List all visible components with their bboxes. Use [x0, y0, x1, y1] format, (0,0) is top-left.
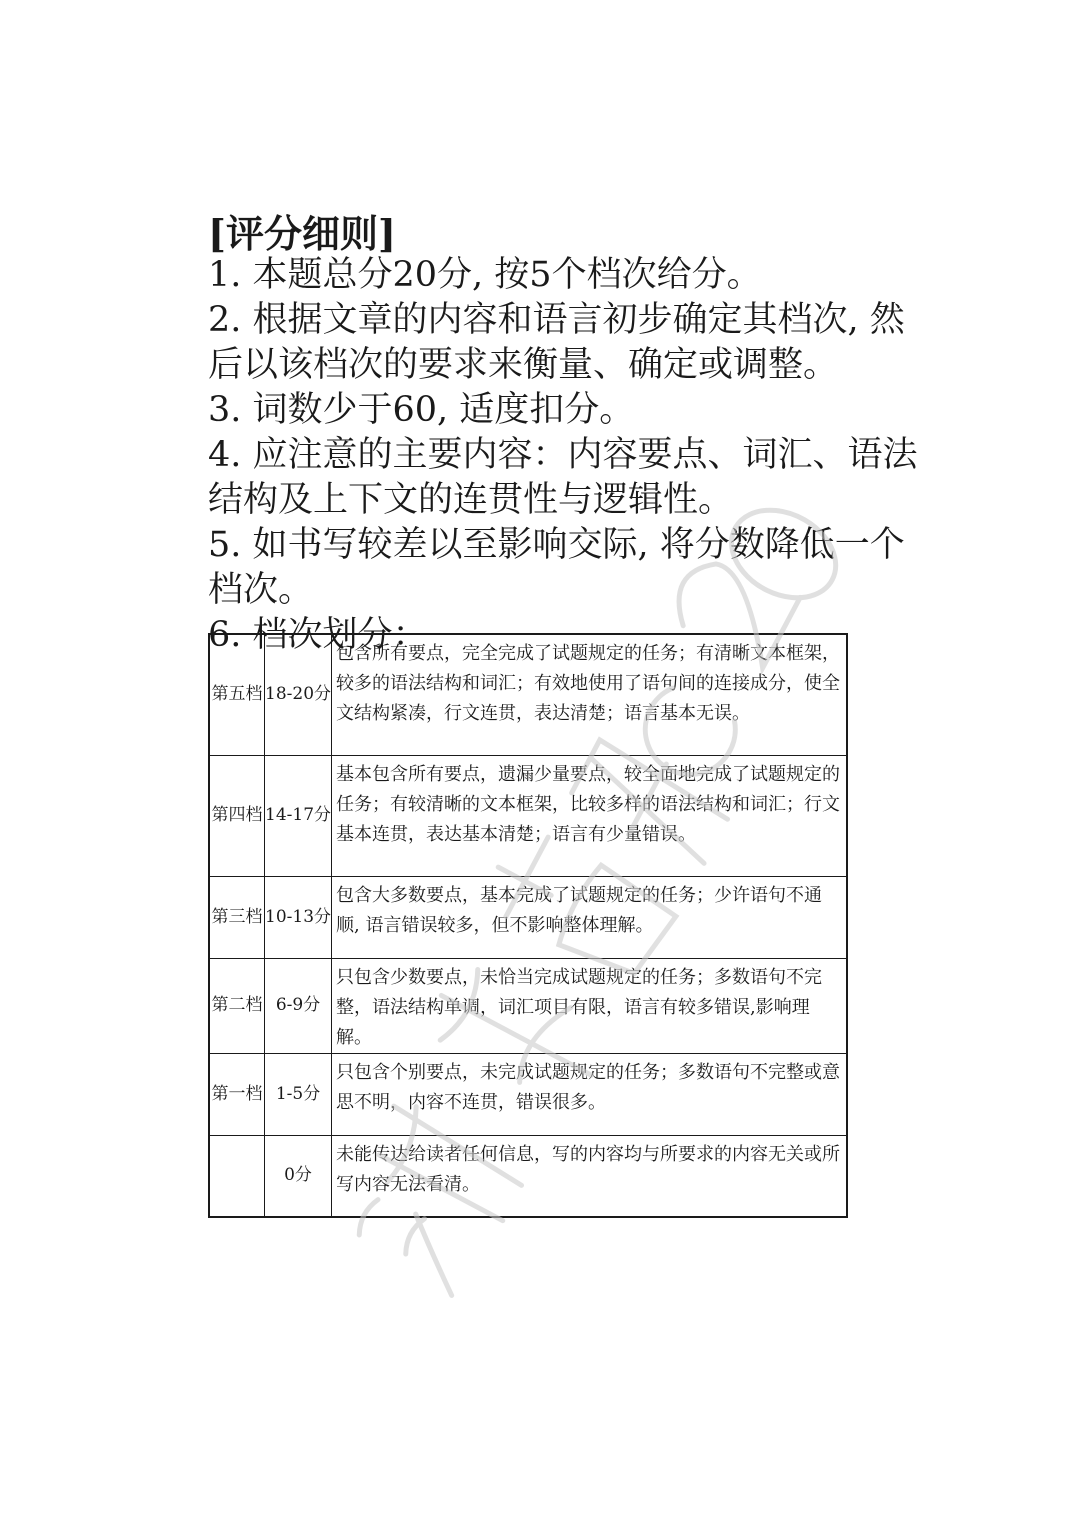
rule-item: 3. 词数少于60, 适度扣分。: [208, 390, 635, 430]
table-row: [209, 755, 847, 876]
grade-level-cell: 第二档: [209, 958, 265, 1053]
grade-score-cell: 18-20分: [265, 634, 332, 755]
grade-level-cell: 第四档: [209, 755, 265, 876]
grade-description-cell: 包含所有要点，完全完成了试题规定的任务；有清晰文本框架，较多的语法结构和词汇；有效地使用了语句间的连接成分，使全文结构紧凑，行文连贯，表达清楚；语言基本无误。: [332, 634, 847, 755]
grade-score-cell: 6-9分: [265, 958, 332, 1053]
grade-level-cell: 第一档: [209, 1053, 265, 1135]
grade-score-cell: 0分: [265, 1135, 332, 1217]
table-row: [209, 634, 847, 755]
grade-level-cell: [209, 1135, 265, 1217]
rule-item: 2. 根据文章的内容和语言初步确定其档次, 然后以该档次的要求来衡量、确定或调整。: [208, 300, 905, 385]
grade-score-cell: 10-13分: [265, 876, 332, 958]
table-row: [209, 1135, 847, 1217]
grade-description-cell: 只包含少数要点，未恰当完成试题规定的任务；多数语句不完整，语法结构单调，词汇项目有限，语言有较多错误,影响理解。: [332, 958, 847, 1053]
grade-level-cell: 第三档: [209, 876, 265, 958]
grade-table: [208, 633, 848, 1218]
grade-description-cell: 只包含个别要点，未完成试题规定的任务；多数语句不完整或意思不明，内容不连贯，错误很多。: [332, 1053, 847, 1135]
grade-description-cell: 未能传达给读者任何信息，写的内容均与所要求的内容无关或所写内容无法看清。: [332, 1135, 847, 1217]
rule-item: 4. 应注意的主要内容：内容要点、词汇、语法结构及上下文的连贯性与逻辑性。: [208, 435, 918, 520]
grade-score-cell: 14-17分: [265, 755, 332, 876]
grade-level-cell: 第五档: [209, 634, 265, 755]
rule-item: 5. 如书写较差以至影响交际, 将分数降低一个档次。: [208, 525, 905, 610]
rule-item: 6. 档次划分：: [208, 615, 428, 655]
grade-score-cell: 1-5分: [265, 1053, 332, 1135]
rules-list: [208, 253, 928, 658]
table-row: [209, 1053, 847, 1135]
table-row: [209, 958, 847, 1053]
table-row: [209, 876, 847, 958]
grade-description-cell: 基本包含所有要点，遗漏少量要点，较全面地完成了试题规定的任务；有较清晰的文本框架，比较多样的语法结构和词汇；行文基本连贯，表达基本清楚；语言有少量错误。: [332, 755, 847, 876]
section-heading: [评分细则]: [208, 211, 396, 256]
rule-item: 1. 本题总分20分, 按5个档次给分。: [208, 255, 762, 295]
grade-description-cell: 包含大多数要点，基本完成了试题规定的任务；少许语句不通顺, 语言错误较多，但不影响整体理解。: [332, 876, 847, 958]
